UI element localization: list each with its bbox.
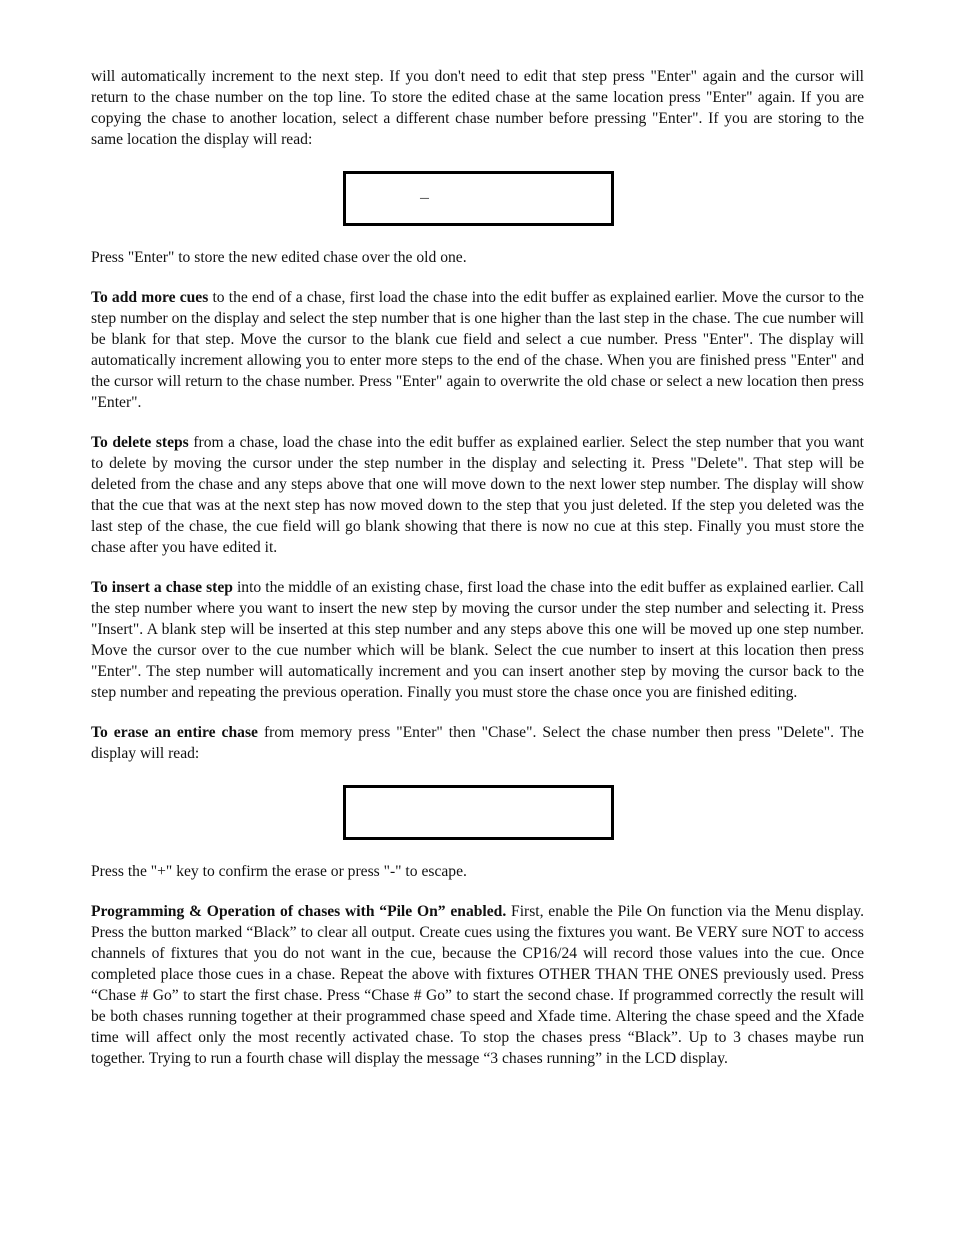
heading-erase-chase: To erase an entire chase — [91, 724, 258, 741]
heading-pile-on: Programming & Operation of chases with “Pile On” enabled. — [91, 903, 507, 920]
paragraph-add-cues — [91, 287, 864, 413]
paragraph-press-enter: Press "Enter" to store the new edited chase over the old one. — [91, 249, 467, 266]
lcd-cursor: _ — [420, 185, 430, 202]
text-pile-on: First, enable the Pile On function via the Menu display. Press the button marked “Black” to clear all output. Create cues using the fixtures you want. Be VERY sure NOT to access channels of fixtures that you do not want in the cue, because the CP16/24 will record those values into the cue. Once completed place those cues in a chase. Repeat the above with fixtures OTHER THAN THE ONES previously used. Press “Chase # Go” to start the first chase. Press “Chase # Go” to start the second chase. If programmed correctly the result will be both chases running together at their programmed chase speed and Xfade time. Altering the chase speed and the Xfade time will affect only the most recently activated chase. To stop the chases press “Black”. Up to 3 chases maybe run together. Trying to run a fourth chase will display the message “3 chases running” in the LCD display. — [91, 903, 864, 1067]
text-add-cues: to the end of a chase, first load the chase into the edit buffer as explained earlier. Move the cursor to the step number on the display and select the step number that is one higher than the last step in the chase. The cue number will be blank for that step. Move the cursor to the blank cue field and select a cue number. Press "Enter". The display will automatically increment allowing you to enter more steps to the end of the chase. When you are finished press "Enter" and the cursor will return to the chase number. Press "Enter" again to overwrite the old chase or select a new location then press "Enter". — [91, 289, 864, 411]
text-delete-steps: from a chase, load the chase into the edit buffer as explained earlier. Select the step number that you want to delete by moving the cursor under the step number in the display and selecting it. Press "Delete". That step will be deleted from the chase and any steps above that one will move down to the next lower step number. The display will show that the cue that was at the next step has now moved down to the step that you just deleted. If the step you deleted was the last step of the chase, the cue field will go blank showing that there is now no cue at this step. Finally you must store the chase after you have edited it. — [91, 434, 864, 556]
text-erase-chase: from memory press "Enter" then "Chase". Select the chase number then press "Delete". The display will read: — [91, 724, 864, 762]
paragraph-erase-chase — [91, 722, 864, 764]
paragraph-confirm-erase: Press the "+" key to confirm the erase or press "-" to escape. — [91, 863, 467, 880]
heading-delete-steps: To delete steps — [91, 434, 189, 451]
paragraph-store-chase: will automatically increment to the next step. If you don't need to edit that step press "Enter" again and the cursor will return to the chase number on the top line. To store the edited chase at the same location press "Enter" again. If you are copying the chase to another location, select a different chase number before pressing "Enter". If you are storing to the same location the display will read: — [91, 68, 864, 148]
paragraph-insert-step — [91, 577, 864, 703]
paragraph-pile-on — [91, 901, 864, 1069]
heading-insert-step: To insert a chase step — [91, 579, 233, 596]
lcd-display-store — [343, 171, 614, 226]
heading-add-cues: To add more cues — [91, 289, 209, 306]
document-page — [91, 66, 864, 1069]
lcd-display-erase — [343, 785, 614, 840]
paragraph-delete-steps — [91, 432, 864, 558]
text-insert-step: into the middle of an existing chase, first load the chase into the edit buffer as explained earlier. Call the step number where you want to insert the new step by moving the cursor under the step number and selecting it. Press "Insert". A blank step will be inserted at this step number and any steps above this one will be moved up one step number. Move the cursor over to the cue number which will be blank. Select the cue number to insert at this location then press "Enter". The step number will automatically increment and you can insert another step by moving the cursor back to the step number and repeating the previous operation. Finally you must store the chase once you are finished editing. — [91, 579, 864, 701]
